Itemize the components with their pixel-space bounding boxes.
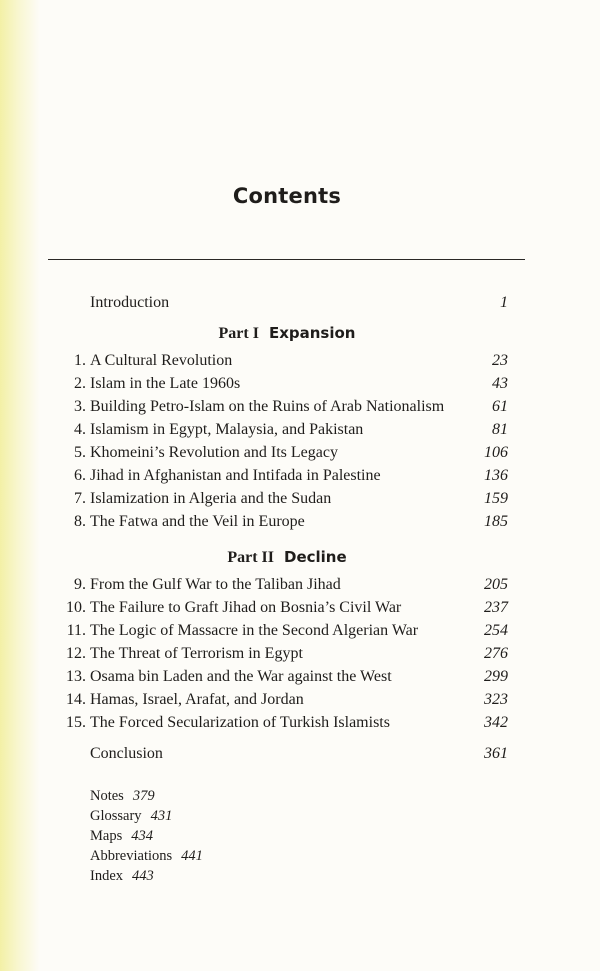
chapter-page: 106 [484, 444, 508, 461]
chapter-title: Islamization in Algeria and the Sudan [90, 490, 332, 507]
backmatter-notes [90, 786, 155, 806]
backmatter-page: 431 [150, 808, 173, 824]
toc-entry-chapter-14 [0, 689, 600, 711]
chapter-page: 342 [484, 714, 508, 731]
title-rule [48, 259, 525, 260]
chapter-title: The Failure to Graft Jihad on Bosnia’s Civil War [90, 599, 402, 616]
backmatter-page: 379 [132, 788, 155, 804]
backmatter-title: Index [90, 868, 124, 884]
chapter-title: The Threat of Terrorism in Egypt [90, 645, 303, 662]
part-label: Part II [227, 549, 274, 566]
backmatter-maps [90, 826, 153, 846]
chapter-page: 43 [492, 375, 508, 392]
backmatter-page: 434 [131, 828, 153, 844]
chapter-number: 2. [74, 375, 86, 392]
backmatter-glossary [90, 806, 172, 826]
chapter-number: 8. [74, 513, 86, 530]
chapter-title: Hamas, Israel, Arafat, and Jordan [90, 691, 304, 708]
chapter-page: 159 [484, 490, 508, 507]
toc-entry-chapter-12 [0, 643, 600, 665]
toc-entry-chapter-15 [0, 712, 600, 734]
chapter-page: 299 [484, 668, 508, 685]
toc-entry-chapter-9 [0, 574, 600, 596]
part-name: Decline [284, 548, 347, 566]
chapter-page: 237 [484, 599, 508, 616]
toc-entry-chapter-6 [0, 465, 600, 487]
toc-entry-chapter-1 [0, 350, 600, 372]
backmatter-page: 441 [181, 848, 203, 864]
chapter-number: 5. [74, 444, 86, 461]
chapter-title: The Forced Secularization of Turkish Islamists [90, 714, 390, 731]
chapter-number: 6. [74, 467, 86, 484]
toc-entry-conclusion [0, 743, 600, 765]
chapter-page: 61 [492, 398, 508, 415]
chapter-page: 23 [492, 352, 508, 369]
chapter-page: 254 [484, 622, 508, 639]
toc-entry-chapter-2 [0, 373, 600, 395]
chapter-title: Khomeini’s Revolution and Its Legacy [90, 444, 338, 461]
toc-entry-chapter-5 [0, 442, 600, 464]
page-title: Contents [232, 184, 342, 208]
toc-entry-chapter-13 [0, 666, 600, 688]
entry-page: 361 [484, 745, 508, 762]
chapter-title: A Cultural Revolution [90, 352, 233, 369]
backmatter-index [90, 866, 154, 886]
chapter-page: 185 [484, 513, 508, 530]
backmatter-title: Glossary [90, 808, 142, 824]
chapter-title: From the Gulf War to the Taliban Jihad [90, 576, 341, 593]
chapter-number: 1. [74, 352, 86, 369]
chapter-number: 12. [66, 645, 86, 662]
chapter-title: Osama bin Laden and the War against the West [90, 668, 392, 685]
chapter-page: 81 [492, 421, 508, 438]
toc-entry-chapter-4 [0, 419, 600, 441]
chapter-number: 14. [66, 691, 86, 708]
chapter-number: 3. [74, 398, 86, 415]
toc-entry-chapter-7 [0, 488, 600, 510]
backmatter-page: 443 [132, 868, 154, 884]
part-label: Part I [218, 325, 259, 342]
chapter-title: Islam in the Late 1960s [90, 375, 241, 392]
chapter-number: 9. [74, 576, 86, 593]
backmatter-title: Notes [90, 788, 124, 804]
backmatter-title: Abbreviations [90, 848, 173, 864]
toc-entry-chapter-8 [0, 511, 600, 533]
chapter-title: The Logic of Massacre in the Second Algerian War [90, 622, 419, 639]
part-name: Expansion [268, 324, 356, 342]
toc-entry-chapter-11 [0, 620, 600, 642]
toc-entry-chapter-10 [0, 597, 600, 619]
chapter-title: Building Petro-Islam on the Ruins of Arab Nationalism [90, 398, 445, 415]
chapter-number: 11. [66, 622, 86, 639]
backmatter-title: Maps [90, 828, 123, 844]
toc-entry-introduction [0, 292, 600, 314]
entry-title: Conclusion [90, 745, 163, 762]
chapter-page: 136 [484, 467, 508, 484]
chapter-number: 7. [74, 490, 86, 507]
part-heading-1 [0, 322, 574, 344]
chapter-title: The Fatwa and the Veil in Europe [90, 513, 305, 530]
chapter-number: 10. [66, 599, 86, 616]
toc-entry-chapter-3 [0, 396, 600, 418]
chapter-title: Islamism in Egypt, Malaysia, and Pakistan [90, 421, 364, 438]
chapter-page: 323 [484, 691, 508, 708]
chapter-number: 15. [66, 714, 86, 731]
entry-page: 1 [500, 294, 508, 311]
chapter-number: 4. [74, 421, 86, 438]
chapter-number: 13. [66, 668, 86, 685]
part-heading-2 [0, 546, 574, 568]
backmatter-abbreviations [90, 846, 203, 866]
chapter-page: 205 [484, 576, 508, 593]
chapter-title: Jihad in Afghanistan and Intifada in Palestine [90, 467, 381, 484]
entry-title: Introduction [90, 294, 170, 311]
chapter-page: 276 [484, 645, 508, 662]
